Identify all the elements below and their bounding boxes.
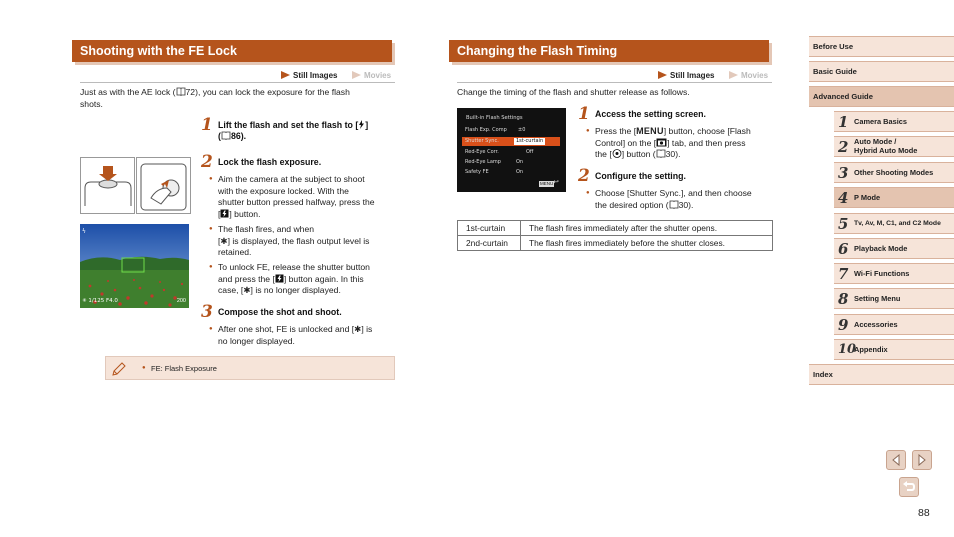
mode-still-images: Still Images [670,71,715,80]
func-set-button-icon [612,149,622,158]
bullet-item: ● Press the [MENU] button, choose [Flash Control] on the [ ] tab, and then press the [ ] button ( 30). [586,126,776,161]
step-number: 2 [578,166,590,186]
book-ref-icon [176,87,186,96]
table-row [458,236,773,251]
arrow-left-icon [887,451,905,469]
bullet-item: ● Aim the camera at the subject to shoot with the exposure locked. With the shutter button pressed halfway, press the [ ] button. [209,174,399,220]
step-title: Compose the shot and shoot. [218,307,342,317]
fe-lock-icon: ✱ [354,324,362,334]
pencil-icon [110,360,128,378]
mode-movies: Movies [740,71,769,80]
nav-chapter-other-shooting-modes[interactable]: 3 Other Shooting Modes [834,162,954,183]
step-number: 1 [201,115,213,135]
page-number: 88 [918,507,930,519]
mode-indicator [281,71,391,80]
movies-icon [352,71,361,79]
nav-chapter-playback-mode[interactable]: 6 Playback Mode [834,238,954,259]
step-title: Access the setting screen. [595,109,706,119]
step-title: Configure the setting. [595,171,686,181]
still-images-icon [281,71,290,79]
movies-icon [729,71,738,79]
fe-lock-icon: ✱ [243,285,251,295]
return-icon [900,478,918,496]
flash-timing-table [457,220,773,251]
step-title: Lock the flash exposure. [218,157,322,167]
table-row [458,221,773,236]
nav-before-use[interactable]: Before Use [809,36,954,57]
fe-lock-button-icon [275,274,284,283]
section-title-flash-timing: Changing the Flash Timing [449,40,769,62]
screen-row-selected: Shutter Sync. 1st-curtain [462,137,560,146]
fe-lock-button-icon [220,209,229,218]
nav-chapter-camera-basics[interactable]: 1 Camera Basics [834,111,954,132]
mode-still-images: Still Images [293,71,338,80]
camera-tab-icon [656,138,667,147]
table-cell-option: 1st-curtain [458,221,521,236]
arrow-right-icon [913,451,931,469]
nav-index[interactable]: Index [809,364,954,385]
svg-text:ϟ: ϟ [82,228,86,235]
nav-chapter-auto-mode[interactable]: 2 Auto Mode / Hybrid Auto Mode [834,136,954,157]
camera-illustration-button [136,157,191,214]
camera-menu-screen [457,108,566,192]
screen-row: Red-Eye Corr. Off [465,149,534,155]
screen-menu-label: MENU [540,181,554,186]
camera-illustration-shutter [80,157,135,214]
screen-row: Safety FE On [465,169,524,175]
table-cell-description: The flash fires immediately before the shutter closes. [521,236,773,251]
bullet-item: ● Choose [Shutter Sync.], and then choose the desired option ( 30). [586,188,776,211]
nav-chapter-accessories[interactable]: 9 Accessories [834,314,954,335]
nav-chapter-tv-av-m-c1-c2[interactable]: 5 Tv, Av, M, C1, and C2 Mode [834,213,954,234]
note-box [105,356,395,380]
nav-chapter-wifi-functions[interactable]: 7 Wi-Fi Functions [834,263,954,284]
still-images-icon [658,71,667,79]
nav-chapter-appendix[interactable]: 10 Appendix [834,339,954,360]
nav-advanced-guide[interactable]: Advanced Guide [809,86,954,107]
book-ref-icon [656,149,666,158]
intro-text: Just as with the AE lock ( 72), you can lock the exposure for the flash shots. [80,87,350,109]
note-text: ● FE: Flash Exposure [142,364,362,373]
photo-info-overlay: ✳ 1/125 F4.0 [82,298,118,304]
fe-lock-icon: ✱ [220,235,228,246]
book-ref-icon [221,131,231,140]
bullet-item: ● The flash fires, and when [✱] is displayed, the flash output level is retained. [209,224,399,259]
table-cell-description: The flash fires immediately after the shutter opens. [521,221,773,236]
menu-button-icon: MENU [636,126,664,136]
next-page-button[interactable] [912,450,932,470]
step-number: 3 [201,302,213,322]
shots-remaining: 200 [176,298,186,304]
sample-photo [80,224,189,308]
divider [457,82,772,83]
mode-indicator [658,71,768,80]
nav-chapter-p-mode[interactable]: 4 P Mode [834,187,954,208]
nav-chapter-setting-menu[interactable]: 8 Setting Menu [834,288,954,309]
table-cell-option: 2nd-curtain [458,236,521,251]
screen-row: Flash Exp. Comp ±0 [465,127,526,133]
section-title-fe-lock: Shooting with the FE Lock [72,40,392,62]
mode-movies: Movies [363,71,392,80]
nav-basic-guide[interactable]: Basic Guide [809,61,954,82]
prev-page-button[interactable] [886,450,906,470]
fe-lock-icon: ✳ [82,298,87,304]
return-icon: ↩ [553,179,559,186]
step-title: Lift the flash and set the flash to [ ] ( 86). [218,120,369,141]
divider [80,82,395,83]
return-button[interactable] [899,477,919,497]
step-number: 2 [201,152,213,172]
step-number: 1 [578,104,590,124]
bullet-item: ● To unlock FE, release the shutter button and press the [ ] button again. In this case, [✱] is no longer displayed. [209,262,399,297]
screen-row: Red-Eye Lamp On [465,159,524,165]
book-ref-icon [669,200,679,209]
screen-header: Built-in Flash Settings [466,115,523,121]
intro-text: Change the timing of the flash and shutter release as follows. [457,87,690,97]
bullet-item: ● After one shot, FE is unlocked and [✱] is no longer displayed. [209,324,399,347]
